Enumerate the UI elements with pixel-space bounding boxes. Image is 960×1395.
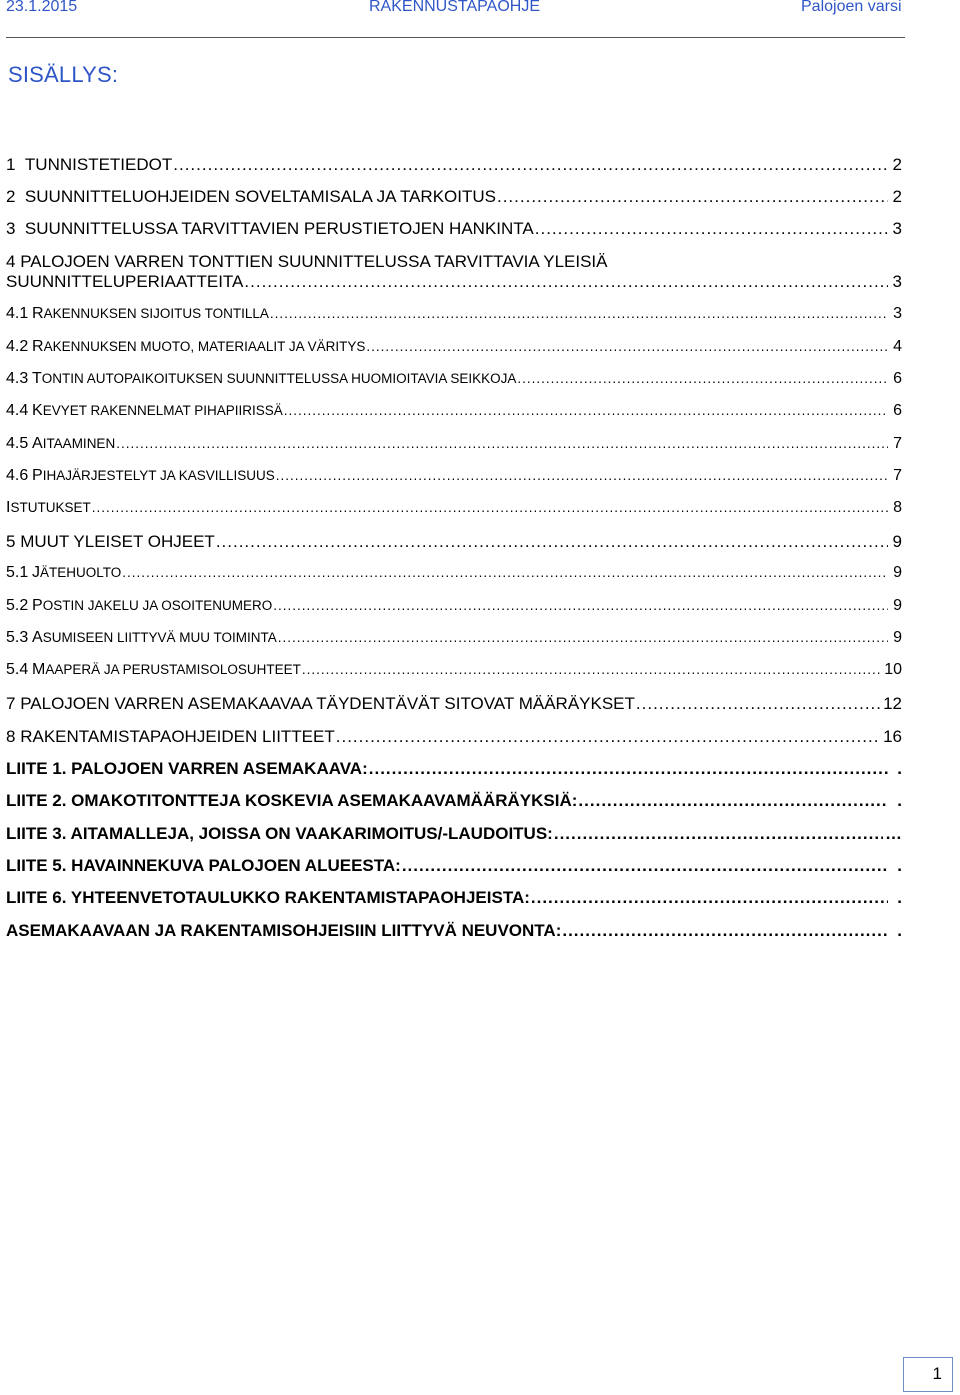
toc-page: 10	[884, 661, 902, 678]
toc-number: 4.4	[6, 402, 29, 419]
toc-number: 5	[6, 532, 16, 551]
toc-text: LIITE 1. PALOJOEN VARREN ASEMAKAAVA:	[6, 759, 368, 778]
toc-leader	[284, 403, 888, 418]
toc-number: 5.1	[6, 564, 29, 581]
toc-text: LIITE 3. AITAMALLEJA, JOISSA ON VAAKARIMOITUS/-LAUDOITUS:	[6, 824, 553, 843]
toc-entry-5-4[interactable]	[6, 661, 902, 687]
toc-leader	[497, 187, 888, 207]
toc-page: 9	[893, 597, 902, 614]
toc-text: TUNNISTETIEDOT	[24, 155, 173, 174]
toc-leader	[402, 856, 888, 876]
toc-text: AAPERÄ JA PERUSTAMISOLOSUHTEET	[45, 662, 301, 677]
toc-leader	[554, 824, 883, 844]
toc-initial: A	[32, 435, 43, 452]
toc-entry-5-1[interactable]	[6, 564, 902, 590]
toc-initial: T	[32, 370, 42, 387]
toc-leader	[270, 306, 888, 321]
page-number-box	[903, 1357, 953, 1392]
toc-initial: R	[32, 338, 44, 355]
toc-page: .	[897, 888, 902, 907]
toc-initial: P	[32, 597, 43, 614]
toc-number: 4.3	[6, 370, 29, 387]
toc-number: 4.2	[6, 338, 29, 355]
toc-number: 5.3	[6, 629, 29, 646]
toc-leader	[276, 468, 888, 483]
toc-number: 4.5	[6, 435, 29, 452]
toc-leader	[531, 888, 888, 908]
toc-page: 6	[893, 402, 902, 419]
toc-initial: A	[32, 629, 43, 646]
toc-entry-4[interactable]	[6, 272, 902, 298]
toc-page: 16	[883, 727, 902, 746]
toc-leader	[336, 727, 881, 747]
toc-page: 3	[892, 219, 902, 238]
page-title: SISÄLLYS:	[8, 62, 119, 87]
toc-leader	[122, 565, 888, 580]
toc-leader	[173, 155, 888, 175]
toc-entry-istutukset[interactable]	[6, 499, 902, 525]
toc-entry-5[interactable]	[6, 532, 902, 558]
toc-page: 7	[893, 435, 902, 452]
toc-text: ONTIN AUTOPAIKOITUKSEN SUUNNITTELUSSA HUOMIOITAVIA SEIKKOJA	[41, 371, 517, 386]
toc-text: PALOJOEN VARREN TONTTIEN SUUNNITTELUSSA TARVITTAVIA YLEISIÄ	[20, 252, 608, 271]
toc-entry-1[interactable]	[6, 155, 902, 181]
toc-text: RAKENTAMISTAPAOHJEIDEN LIITTEET	[20, 727, 335, 746]
toc-number: 1	[6, 155, 16, 174]
toc-initial: J	[32, 564, 41, 581]
header-date: 23.1.2015	[6, 0, 78, 15]
toc-leader	[578, 791, 888, 811]
toc-text: AKENNUKSEN SIJOITUS TONTILLA	[43, 306, 269, 321]
toc-page: 2	[892, 155, 902, 174]
toc-page: 7	[893, 467, 902, 484]
toc-text: SUUNNITTELUSSA TARVITTAVIEN PERUSTIETOJEN HANKINTA	[24, 219, 534, 238]
toc-number: 7	[6, 694, 16, 713]
toc-page: 8	[893, 499, 902, 516]
toc-text: LIITE 6. YHTEENVETOTAULUKKO RAKENTAMISTAPAOHJEISTA:	[6, 888, 530, 907]
toc-text: SUUNNITTELUPERIAATTEITA	[6, 272, 244, 291]
toc-entry-liite-1[interactable]	[6, 759, 902, 785]
toc-entry-5-3[interactable]	[6, 629, 902, 655]
toc-entry-4-2[interactable]	[6, 338, 902, 364]
toc-text: LIITE 5. HAVAINNEKUVA PALOJOEN ALUEESTA:	[6, 856, 401, 875]
toc-leader	[366, 339, 888, 354]
toc-leader	[517, 371, 888, 386]
toc-page: 3	[893, 305, 902, 322]
toc-number: 5.2	[6, 597, 29, 614]
toc-page: 9	[893, 564, 902, 581]
toc-leader	[636, 694, 881, 714]
toc-number: 8	[6, 727, 16, 746]
toc-number: 3	[6, 219, 16, 238]
toc-number: 4.6	[6, 467, 29, 484]
toc-leader	[535, 219, 888, 239]
toc-entry-4-6[interactable]	[6, 467, 902, 493]
toc-entry-8[interactable]	[6, 727, 902, 753]
toc-entry-liite-2[interactable]	[6, 791, 902, 817]
toc-text: EVYET RAKENNELMAT PIHAPIIRISSÄ	[42, 403, 283, 418]
toc-entry-neuvonta[interactable]	[6, 921, 902, 947]
toc-text: SUUNNITTELUOHJEIDEN SOVELTAMISALA JA TARKOITUS	[24, 187, 496, 206]
toc-number: 4	[6, 252, 16, 271]
toc-text: ASEMAKAAVAAN JA RAKENTAMISOHJEISIIN LIITTYVÄ NEUVONTA:	[6, 921, 562, 940]
toc-page: .	[897, 856, 902, 875]
toc-leader	[273, 598, 888, 613]
toc-initial: R	[32, 305, 44, 322]
toc-text: AKENNUKSEN MUOTO, MATERIAALIT JA VÄRITYS	[43, 339, 366, 354]
toc-leader	[244, 272, 888, 292]
toc-page: .	[897, 791, 902, 810]
toc-number: 2	[6, 187, 16, 206]
page-number: 1	[932, 1364, 942, 1383]
toc-entry-liite-3[interactable]	[6, 824, 902, 850]
toc-text: ÄTEHUOLTO	[40, 565, 122, 580]
page-header	[0, 0, 905, 38]
toc-entry-liite-5[interactable]	[6, 856, 902, 882]
toc-leader	[278, 630, 888, 645]
toc-text: STUTUKSET	[10, 500, 91, 515]
toc-text: SUMISEEN LIITTYVÄ MUU TOIMINTA	[42, 630, 277, 645]
toc-text: PALOJOEN VARREN ASEMAKAAVAA TÄYDENTÄVÄT SITOVAT MÄÄRÄYKSET	[20, 694, 635, 713]
toc-number: 5.4	[6, 661, 29, 678]
toc-page: 4	[893, 338, 902, 355]
toc-number: 4.1	[6, 305, 29, 322]
header-divider	[6, 37, 905, 38]
toc-page: 12	[883, 694, 902, 713]
toc-entry-liite-6[interactable]	[6, 888, 902, 914]
toc-entry-5-2[interactable]	[6, 597, 902, 623]
toc-page: .	[897, 921, 902, 940]
toc-leader	[302, 662, 882, 677]
toc-page: 9	[893, 629, 902, 646]
toc-leader	[116, 436, 888, 451]
toc-page: 2	[892, 187, 902, 206]
toc-text: MUUT YLEISET OHJEET	[20, 532, 215, 551]
toc-entry-4-3[interactable]	[6, 370, 902, 396]
toc-initial: P	[32, 467, 43, 484]
header-document-title: RAKENNUSTAPAOHJE	[369, 0, 540, 15]
toc-text: IHAJÄRJESTELYT JA KASVILLISUUS	[42, 468, 275, 483]
toc-entry-4-4[interactable]	[6, 402, 902, 428]
toc-initial: K	[32, 402, 43, 419]
toc-entry-4-5[interactable]	[6, 435, 902, 461]
toc-text: ITAAMINEN	[42, 436, 116, 451]
toc-page: 9	[892, 532, 902, 551]
toc-page: …	[885, 824, 902, 843]
toc-initial: M	[32, 661, 46, 678]
toc-entry-7[interactable]	[6, 694, 902, 720]
toc-entry-4-1[interactable]	[6, 305, 902, 331]
toc-text: OSTIN JAKELU JA OSOITENUMERO	[42, 598, 273, 613]
toc-initial: I	[6, 499, 11, 516]
toc-leader	[92, 500, 888, 515]
header-area-name: Palojoen varsi	[801, 0, 902, 15]
toc-leader	[562, 921, 888, 941]
toc-page: 6	[893, 370, 902, 387]
toc-entry-4-first-line[interactable]	[6, 252, 607, 272]
toc-leader	[216, 532, 888, 552]
toc-page: 3	[892, 272, 902, 291]
toc-entry-2[interactable]	[6, 187, 902, 213]
toc-entry-3[interactable]	[6, 219, 902, 245]
toc-page: .	[897, 759, 902, 778]
toc-text: LIITE 2. OMAKOTITONTTEJA KOSKEVIA ASEMAKAAVAMÄÄRÄYKSIÄ:	[6, 791, 578, 810]
toc-leader	[369, 759, 888, 779]
